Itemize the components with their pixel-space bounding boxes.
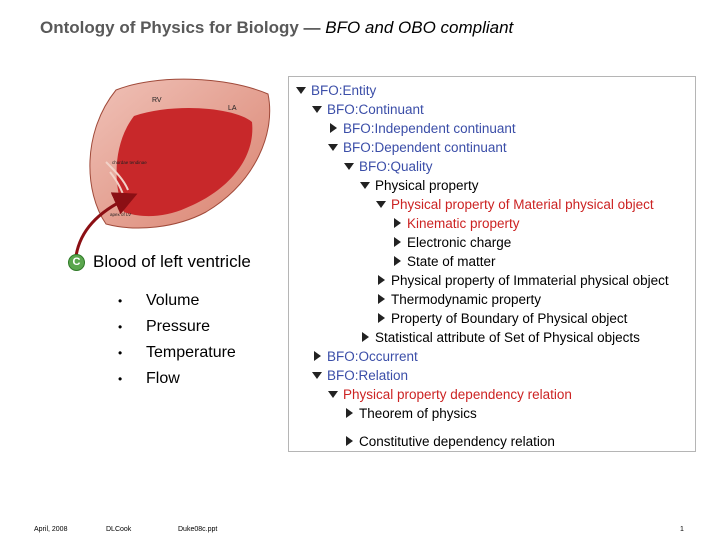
list-item-label: Pressure xyxy=(146,318,211,335)
tree-node-label: Physical property of Material physical object xyxy=(391,196,654,212)
tree-node[interactable] xyxy=(343,157,433,175)
expand-toggle-icon[interactable] xyxy=(375,293,387,305)
tree-node-label: Physical property xyxy=(375,177,479,193)
expand-toggle-icon[interactable] xyxy=(359,179,371,191)
tree-node-label: Electronic charge xyxy=(407,234,512,250)
tree-node-label: BFO:Quality xyxy=(359,158,433,174)
heart-label-apex: apex of LV xyxy=(110,212,132,217)
expand-toggle-icon[interactable] xyxy=(343,435,355,447)
tree-node-label: Physical property of Immaterial physical object xyxy=(391,272,669,288)
list-item-label: Volume xyxy=(146,292,200,309)
tree-node-label: Theorem of physics xyxy=(359,405,477,421)
expand-toggle-icon[interactable] xyxy=(391,236,403,248)
heart-label-rv: RV xyxy=(152,97,162,104)
tree-node[interactable] xyxy=(375,195,654,213)
bullet-icon: • xyxy=(118,294,123,308)
class-badge-icon: C xyxy=(68,254,85,271)
footer-page-number: 1 xyxy=(680,526,684,533)
ontology-tree-panel xyxy=(288,76,696,452)
tree-node[interactable] xyxy=(327,138,507,156)
heart-label-la: LA xyxy=(228,105,237,112)
tree-node[interactable] xyxy=(375,309,627,327)
list-item xyxy=(118,314,236,340)
tree-node[interactable] xyxy=(391,252,496,270)
tree-node[interactable] xyxy=(343,404,477,422)
footer-filename: Duke08c.ppt xyxy=(178,526,218,533)
tree-node[interactable] xyxy=(391,233,511,251)
tree-node-label: BFO:Occurrent xyxy=(327,348,418,364)
tree-node[interactable] xyxy=(327,119,516,137)
heart-illustration xyxy=(76,72,276,232)
expand-toggle-icon[interactable] xyxy=(327,122,339,134)
tree-node-label: BFO:Independent continuant xyxy=(343,120,516,136)
footer-date: April, 2008 xyxy=(34,526,68,533)
tree-node[interactable] xyxy=(359,176,479,194)
expand-toggle-icon[interactable] xyxy=(327,388,339,400)
tree-node[interactable] xyxy=(343,432,555,450)
tree-node[interactable] xyxy=(311,347,418,365)
expand-toggle-icon[interactable] xyxy=(311,369,323,381)
expand-toggle-icon[interactable] xyxy=(391,255,403,267)
list-item-label: Flow xyxy=(146,370,180,387)
tree-node-label: Property of Boundary of Physical object xyxy=(391,310,628,326)
expand-toggle-icon[interactable] xyxy=(343,407,355,419)
tree-node-label: Statistical attribute of Set of Physical objects xyxy=(375,329,640,345)
expand-toggle-icon[interactable] xyxy=(311,350,323,362)
expand-toggle-icon[interactable] xyxy=(343,160,355,172)
list-item xyxy=(118,366,236,392)
tree-node-label: Thermodynamic property xyxy=(391,291,542,307)
expand-toggle-icon[interactable] xyxy=(327,141,339,153)
title-separator: — xyxy=(298,18,326,37)
bullet-icon: • xyxy=(118,320,123,334)
class-label-row xyxy=(68,252,251,272)
expand-toggle-icon[interactable] xyxy=(359,331,371,343)
tree-node[interactable] xyxy=(375,290,541,308)
expand-toggle-icon[interactable] xyxy=(311,103,323,115)
tree-node[interactable] xyxy=(359,328,640,346)
tree-node-label: BFO:Entity xyxy=(311,82,377,98)
expand-toggle-icon[interactable] xyxy=(375,312,387,324)
list-item xyxy=(118,340,236,366)
tree-node[interactable] xyxy=(375,271,669,289)
tree-node-label: BFO:Dependent continuant xyxy=(343,139,507,155)
tree-node[interactable] xyxy=(295,81,376,99)
expand-toggle-icon[interactable] xyxy=(375,198,387,210)
tree-node-label: Kinematic property xyxy=(407,215,520,231)
expand-toggle-icon[interactable] xyxy=(375,274,387,286)
tree-node-label: Constitutive dependency relation xyxy=(359,433,555,449)
property-list xyxy=(118,288,236,392)
tree-node[interactable] xyxy=(327,385,572,403)
bullet-icon: • xyxy=(118,372,123,386)
heart-label-tendons: chordae tendinae xyxy=(112,160,147,165)
list-item xyxy=(118,288,236,314)
tree-node[interactable] xyxy=(311,366,408,384)
footer-author: DLCook xyxy=(106,526,132,533)
tree-node-label: BFO:Continuant xyxy=(327,101,424,117)
tree-node-label: Physical property dependency relation xyxy=(343,386,572,402)
title-main: Ontology of Physics for Biology xyxy=(40,18,299,37)
expand-toggle-icon[interactable] xyxy=(295,84,307,96)
expand-toggle-icon[interactable] xyxy=(391,217,403,229)
class-label: Blood of left ventricle xyxy=(93,252,251,271)
bullet-icon: • xyxy=(118,346,123,360)
title-subtitle: BFO and OBO compliant xyxy=(325,18,514,37)
tree-node[interactable] xyxy=(391,214,520,232)
list-item-label: Temperature xyxy=(146,344,236,361)
slide-title xyxy=(40,18,513,38)
tree-node-label: State of matter xyxy=(407,253,496,269)
tree-node[interactable] xyxy=(311,100,424,118)
tree-node-label: BFO:Relation xyxy=(327,367,409,383)
